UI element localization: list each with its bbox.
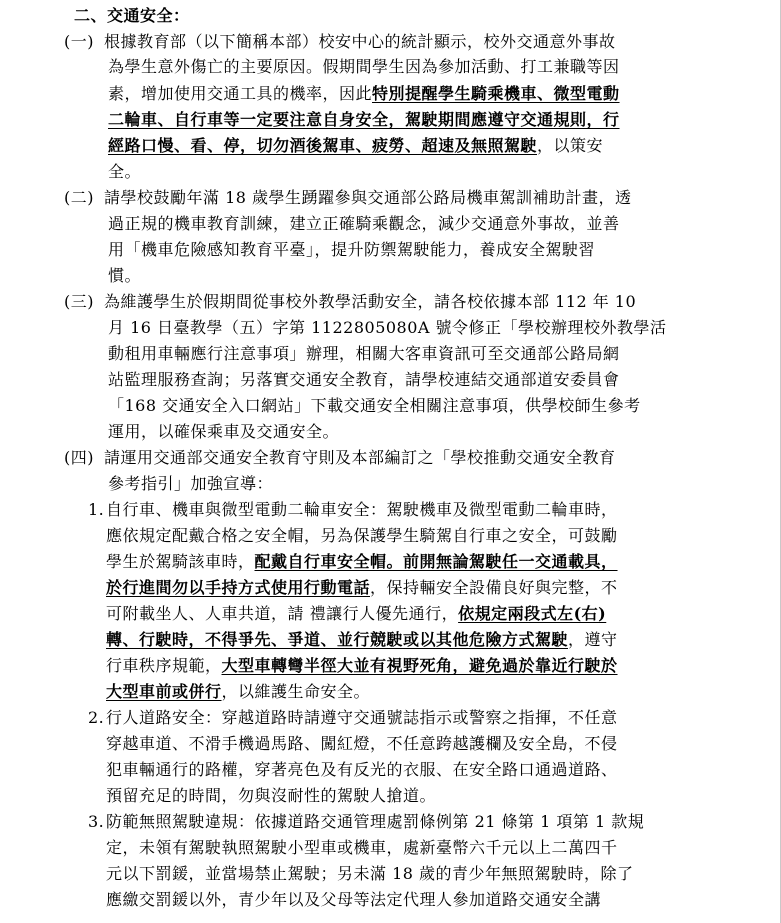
item-line [104,188,632,208]
body-text: ，以策安 [537,136,604,155]
body-text: 應繳交罰鍰以外，青少年以及父母等法定代理人參加道路交通安全講 [106,890,602,909]
body-text: 請學校鼓勵年滿 18 歲學生踴躍參與交通部公路局機車駕訓補助計畫，透 [104,188,632,207]
emphasized-text: 於行進間勿以手持方式使用行動電話 [106,578,371,597]
subitem-marker: 3. [88,812,105,831]
subitem-line [106,890,601,910]
item-line [108,422,339,442]
subitem-line [106,812,644,832]
subitem-marker: 1. [88,500,105,519]
subitem-line [106,734,618,754]
subitem-line [106,552,618,572]
subitem-line [106,500,618,520]
body-text: 為維護學生於假期間從事校外教學活動安全，請各校依據本部 112 年 10 [104,292,637,311]
body-text: 行車秩序規範， [106,656,222,675]
item-line [108,474,273,494]
body-text: 防範無照駕駛違規：依據道路交通管理處罰條例第 21 條第 1 項第 1 款規 [106,812,645,831]
item-line [108,240,595,260]
emphasized-text: 大型車前或併行 [106,682,222,701]
body-text: 可附載坐人、人車共道，請 禮讓行人優先通行， [106,604,459,623]
item-line [108,396,641,416]
body-text: 全。 [108,162,142,181]
body-text: 站監理服務查詢；另落實交通安全教育，請學校連結交通部道安委員會 [108,370,620,389]
subitem-line [106,604,606,624]
emphasized-text: 配戴自行車安全帽。前開無論駕駛任一交通載具， [254,552,618,571]
body-text: 根據教育部（以下簡稱本部）校安中心的統計顯示，校外交通意外事故 [104,32,616,51]
item-line [108,344,620,364]
section-title: 二、交通安全： [74,6,190,25]
item-line [104,292,636,312]
subitem-line [106,708,618,728]
body-text: 元以下罰鍰，並當場禁止駕駛；另未滿 18 歲的青少年無照駕駛時，除了 [106,864,634,883]
body-text: 自行車、機車與微型電動二輪車安全：駕駛機車及微型電動二輪車時， [106,500,618,519]
body-text: 慣。 [108,266,142,285]
body-text: 月 16 日臺教學（五）字第 1122805080A 號令修正「學校辦理校外教學活 [108,318,667,337]
emphasized-text: 二輪車、自行車等一定要注意自身安全，駕駛期間應遵守交通規則，行 [108,110,620,129]
body-text: ，保持輛安全設備良好與完整，不 [370,578,618,597]
subitem-line [106,682,370,702]
body-text: 素，增加使用交通工具的機率，因此 [108,84,373,103]
body-text: 行人道路安全：穿越道路時請遵守交通號誌指示或警察之指揮，不任意 [106,708,618,727]
body-text: 「168 交通安全入口網站」下載交通安全相關注意事項，供學校師生參考 [108,396,641,415]
body-text: 過正規的機車教育訓練，建立正確騎乘觀念，減少交通意外事故，並善 [108,214,620,233]
item-line [108,110,620,130]
emphasized-text: 轉、行駛時，不得爭先、爭道、並行競駛或以其他危險方式駕駛 [106,630,569,649]
body-text: ，遵守 [568,630,618,649]
body-text: 犯車輛通行的路權，穿著亮色及有反光的衣服、在安全路口通過道路、 [106,760,618,779]
body-text: 學生於駕騎該車時， [106,552,255,571]
item-line [108,57,620,77]
item-marker: (三) [64,292,94,311]
item-line [108,162,141,182]
item-marker: (二) [64,188,94,207]
subitem-line [106,838,618,858]
item-line [108,266,141,286]
subitem-line [106,630,618,650]
body-text: 應依規定配戴合格之安全帽，另為保護學生騎駕自行車之安全，可鼓勵 [106,526,618,545]
subitem-line [106,786,436,806]
subitem-line [106,864,634,884]
body-text: 穿越車道、不滑手機過馬路、闖紅燈，不任意跨越護欄及安全島，不侵 [106,734,618,753]
subitem-line [106,656,618,676]
item-line [108,84,620,104]
item-line [108,318,667,338]
item-marker: (一) [64,32,94,51]
body-text: ，以維護生命安全。 [221,682,371,701]
emphasized-text: 大型車轉彎半徑大並有視野死角，避免過於靠近行駛於 [221,656,618,675]
item-line [108,136,603,156]
body-text: 為學生意外傷亡的主要原因。假期間學生因為參加活動、打工兼職等因 [108,57,620,76]
item-line [104,32,616,52]
item-line [108,214,620,234]
body-text: 動租用車輛應行注意事項」辦理，相關大客車資訊可至交通部公路局網 [108,344,620,363]
body-text: 預留充足的時間，勿與沒耐性的駕駛人搶道。 [106,786,437,805]
subitem-line [106,578,618,598]
item-marker: (四) [64,448,94,467]
subitem-marker: 2. [88,708,105,727]
body-text: 參考指引」加強宣導： [108,474,274,493]
body-text: 定，未領有駕駛執照駕駛小型車或機車，處新臺幣六千元以上二萬四千 [106,838,618,857]
emphasized-text: 依規定兩段式左(右) [458,604,607,623]
body-text: 用「機車危險感知教育平臺」，提升防禦駕駛能力，養成安全駕駛習 [108,240,596,259]
item-line [108,370,620,390]
body-text: 請運用交通部交通安全教育守則及本部編訂之「學校推動交通安全教育 [104,448,616,467]
emphasized-text: 特別提醒學生騎乘機車、微型電動 [372,84,620,103]
emphasized-text: 經路口慢、看、停，切勿酒後駕車、疲勞、超速及無照駕駛 [108,136,538,155]
item-line [104,448,616,468]
subitem-line [106,526,618,546]
subitem-line [106,760,618,780]
body-text: 運用，以確保乘車及交通安全。 [108,422,340,441]
